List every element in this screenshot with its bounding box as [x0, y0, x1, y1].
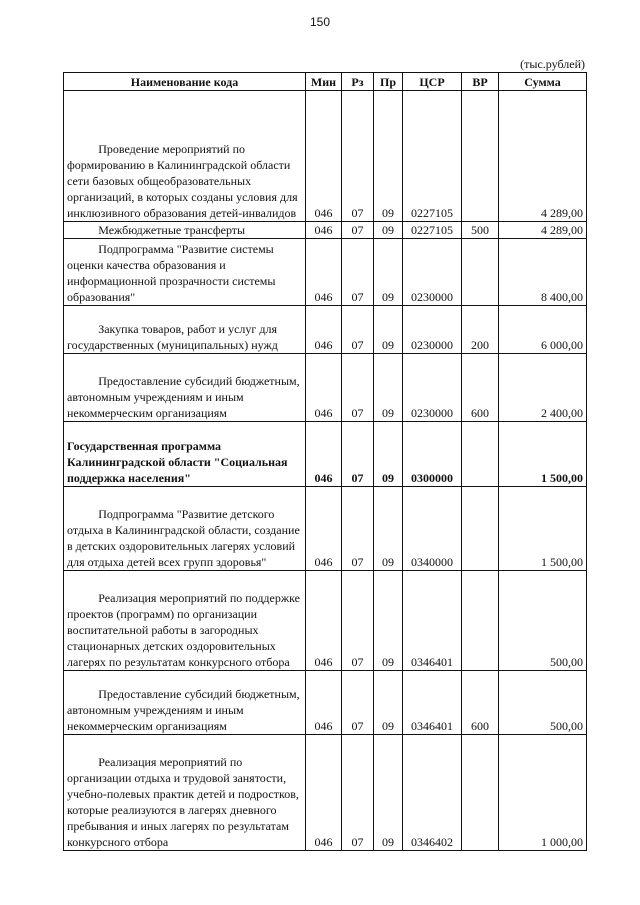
row-rz: 07 [342, 354, 374, 422]
table-row [64, 222, 587, 239]
table-row [64, 91, 587, 222]
row-csr: 0346401 [403, 571, 462, 671]
row-min: 046 [306, 239, 342, 306]
table-row [64, 306, 587, 354]
row-csr: 0230000 [403, 239, 462, 306]
header-pr: Пр [374, 73, 403, 91]
row-vr: 500 [462, 222, 499, 239]
table-row [64, 239, 587, 306]
row-csr: 0230000 [403, 306, 462, 354]
row-name: Реализация мероприятий по поддержке проектов (программ) по организации воспитательной работы в загородных стационарных детских оздоровительных лагерях по результатам конкурсного отбора [64, 571, 306, 671]
row-name: Проведение мероприятий по формированию в Калининградской области сети базовых общеобразовательных организаций, в которых созданы условия для инклюзивного образования детей-инвалидов [64, 91, 306, 222]
row-sum: 2 400,00 [499, 354, 587, 422]
row-vr [462, 91, 499, 222]
row-pr: 09 [374, 671, 403, 735]
row-csr: 0340000 [403, 487, 462, 571]
row-pr: 09 [374, 422, 403, 487]
row-min: 046 [306, 354, 342, 422]
row-vr [462, 487, 499, 571]
row-rz: 07 [342, 671, 374, 735]
row-name: Межбюджетные трансферты [64, 222, 306, 239]
table-row [64, 671, 587, 735]
header-min: Мин [306, 73, 342, 91]
table-row [64, 487, 587, 571]
row-pr: 09 [374, 239, 403, 306]
table-row [64, 354, 587, 422]
row-sum: 6 000,00 [499, 306, 587, 354]
row-vr [462, 735, 499, 851]
row-pr: 09 [374, 571, 403, 671]
row-csr: 0346402 [403, 735, 462, 851]
table-row [64, 571, 587, 671]
row-name: Подпрограмма "Развитие системы оценки качества образования и информационной прозрачности системы образования" [64, 239, 306, 306]
row-csr: 0300000 [403, 422, 462, 487]
row-min: 046 [306, 91, 342, 222]
row-csr: 0227105 [403, 222, 462, 239]
row-min: 046 [306, 571, 342, 671]
table-row-program [64, 422, 587, 487]
row-name: Реализация мероприятий по организации отдыха и трудовой занятости, учебно-полевых практик детей и подростков, которые реализуются в лагерях дневного пребывания и иных лагерях по результатам конкурсного отбора [64, 735, 306, 851]
header-name: Наименование кода [64, 73, 306, 91]
row-vr: 600 [462, 671, 499, 735]
row-name: Закупка товаров, работ и услуг для государственных (муниципальных) нужд [64, 306, 306, 354]
row-pr: 09 [374, 354, 403, 422]
row-rz: 07 [342, 239, 374, 306]
row-rz: 07 [342, 571, 374, 671]
header-vr: ВР [462, 73, 499, 91]
row-pr: 09 [374, 91, 403, 222]
row-vr: 200 [462, 306, 499, 354]
row-vr: 600 [462, 354, 499, 422]
page-number: 150 [309, 15, 331, 29]
row-min: 046 [306, 306, 342, 354]
row-rz: 07 [342, 422, 374, 487]
row-min: 046 [306, 222, 342, 239]
row-sum: 8 400,00 [499, 239, 587, 306]
row-sum: 1 000,00 [499, 735, 587, 851]
header-rz: Рз [342, 73, 374, 91]
header-sum: Сумма [499, 73, 587, 91]
row-vr [462, 422, 499, 487]
row-name: Предоставление субсидий бюджетным, автономным учреждениям и иным некоммерческим организациям [64, 671, 306, 735]
row-sum: 500,00 [499, 671, 587, 735]
row-name: Государственная программа Калининградской области "Социальная поддержка населения" [64, 422, 306, 487]
row-sum: 1 500,00 [499, 422, 587, 487]
row-pr: 09 [374, 735, 403, 851]
row-rz: 07 [342, 222, 374, 239]
row-sum: 1 500,00 [499, 487, 587, 571]
row-min: 046 [306, 735, 342, 851]
row-sum: 4 289,00 [499, 91, 587, 222]
row-sum: 500,00 [499, 571, 587, 671]
table-row [64, 735, 587, 851]
row-csr: 0346401 [403, 671, 462, 735]
header-csr: ЦСР [403, 73, 462, 91]
row-csr: 0230000 [403, 354, 462, 422]
row-rz: 07 [342, 487, 374, 571]
table-header-row [64, 73, 587, 91]
row-pr: 09 [374, 487, 403, 571]
units-label: (тыс.рублей) [520, 57, 585, 71]
row-vr [462, 239, 499, 306]
row-name: Предоставление субсидий бюджетным, автономным учреждениям и иным некоммерческим организациям [64, 354, 306, 422]
row-pr: 09 [374, 306, 403, 354]
row-rz: 07 [342, 91, 374, 222]
budget-table [63, 72, 587, 851]
row-min: 046 [306, 671, 342, 735]
row-sum: 4 289,00 [499, 222, 587, 239]
row-rz: 07 [342, 306, 374, 354]
row-vr [462, 571, 499, 671]
row-min: 046 [306, 422, 342, 487]
row-rz: 07 [342, 735, 374, 851]
row-pr: 09 [374, 222, 403, 239]
row-name: Подпрограмма "Развитие детского отдыха в Калининградской области, создание в детских оздоровительных лагерях условий для отдыха детей всех групп здоровья" [64, 487, 306, 571]
row-min: 046 [306, 487, 342, 571]
row-csr: 0227105 [403, 91, 462, 222]
